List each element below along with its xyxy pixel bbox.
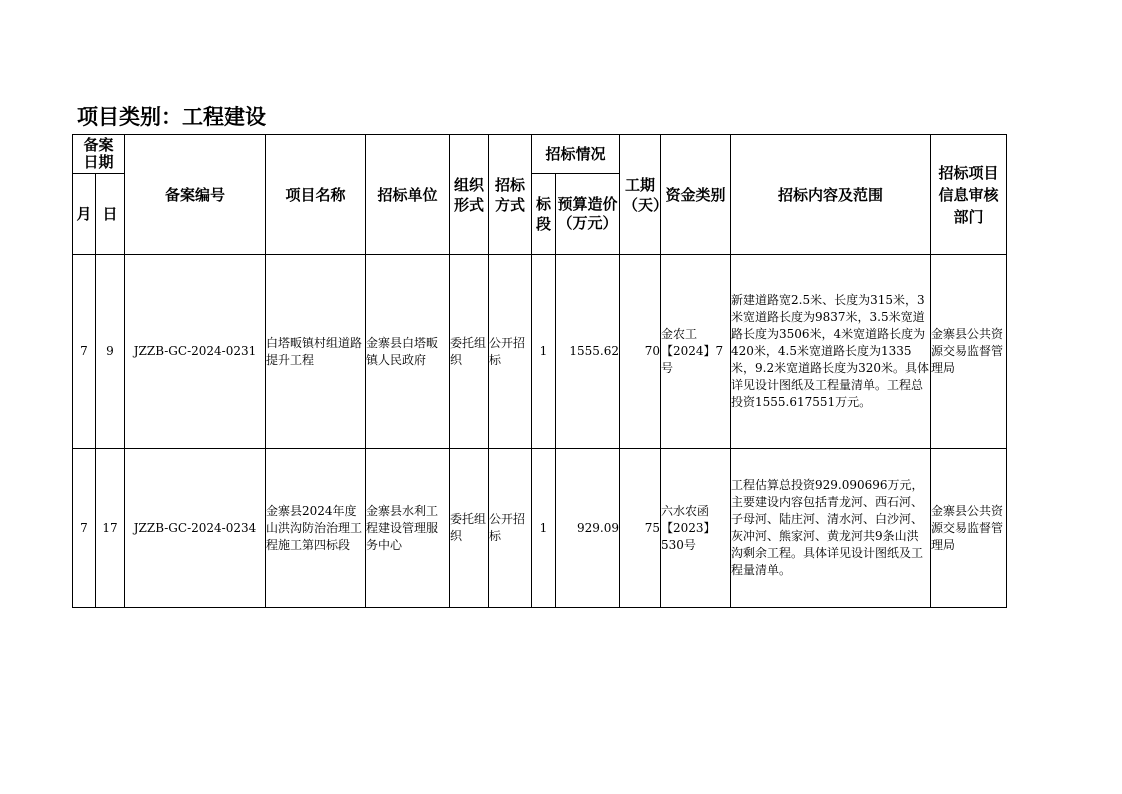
cell-month: 7 [73,255,96,449]
cell-review-dept: 金寨县公共资源交易监督管理局 [931,449,1007,608]
cell-duration: 70 [620,255,661,449]
header-month: 月 [73,174,96,255]
header-review-dept: 招标项目信息审核部门 [931,135,1007,255]
cell-day: 17 [96,449,125,608]
filing-table [72,134,1007,608]
cell-tender-unit: 金寨县水利工程建设管理服务中心 [366,449,450,608]
cell-tender-method: 公开招标 [489,255,532,449]
header-fund-type: 资金类别 [661,135,731,255]
header-filing-date: 备案日期 [73,135,125,174]
cell-content-scope: 工程估算总投资929.090696万元，主要建设内容包括青龙河、西石河、子母河、陆庄河、清水河、白沙河、灰冲河、熊家河、黄龙河共9条山洪沟剩余工程。具体详见设计图纸及工程量清单。 [731,449,931,608]
cell-content-scope: 新建道路宽2.5米、长度为315米，3米宽道路长度为9837米，3.5米宽道路长度为3506米，4米宽道路长度为420米，4.5米宽道路长度为1335米，9.2米宽道路长度为320米。具体详见设计图纸及工程量清单。工程总投资1555.617551万元。 [731,255,931,449]
cell-filing-no: JZZB-GC-2024-0231 [125,255,266,449]
cell-project-name: 金寨县2024年度山洪沟防治治理工程施工第四标段 [266,449,366,608]
header-section: 标段 [532,174,556,255]
cell-tender-method: 公开招标 [489,449,532,608]
header-tender-method: 招标方式 [489,135,532,255]
cell-fund-type: 六水农函【2023】530号 [661,449,731,608]
cell-org-form: 委托组织 [450,255,489,449]
cell-fund-type: 金农工【2024】7号 [661,255,731,449]
header-org-form: 组织形式 [450,135,489,255]
cell-day: 9 [96,255,125,449]
header-tender-unit: 招标单位 [366,135,450,255]
header-budget: 预算造价 （万元） [556,174,620,255]
table-row [73,449,1007,608]
cell-section: 1 [532,449,556,608]
table-row [73,255,1007,449]
page-title: 项目类别：工程建设 [77,105,266,129]
cell-month: 7 [73,449,96,608]
cell-filing-no: JZZB-GC-2024-0234 [125,449,266,608]
header-duration: 工期（天） [620,135,661,255]
cell-budget: 1555.62 [556,255,620,449]
header-tender-status: 招标情况 [532,135,620,174]
header-filing-no: 备案编号 [125,135,266,255]
cell-review-dept: 金寨县公共资源交易监督管理局 [931,255,1007,449]
header-day: 日 [96,174,125,255]
cell-section: 1 [532,255,556,449]
cell-org-form: 委托组织 [450,449,489,608]
cell-project-name: 白塔畈镇村组道路提升工程 [266,255,366,449]
cell-tender-unit: 金寨县白塔畈镇人民政府 [366,255,450,449]
header-content-scope: 招标内容及范围 [731,135,931,255]
header-project-name: 项目名称 [266,135,366,255]
cell-budget: 929.09 [556,449,620,608]
cell-duration: 75 [620,449,661,608]
